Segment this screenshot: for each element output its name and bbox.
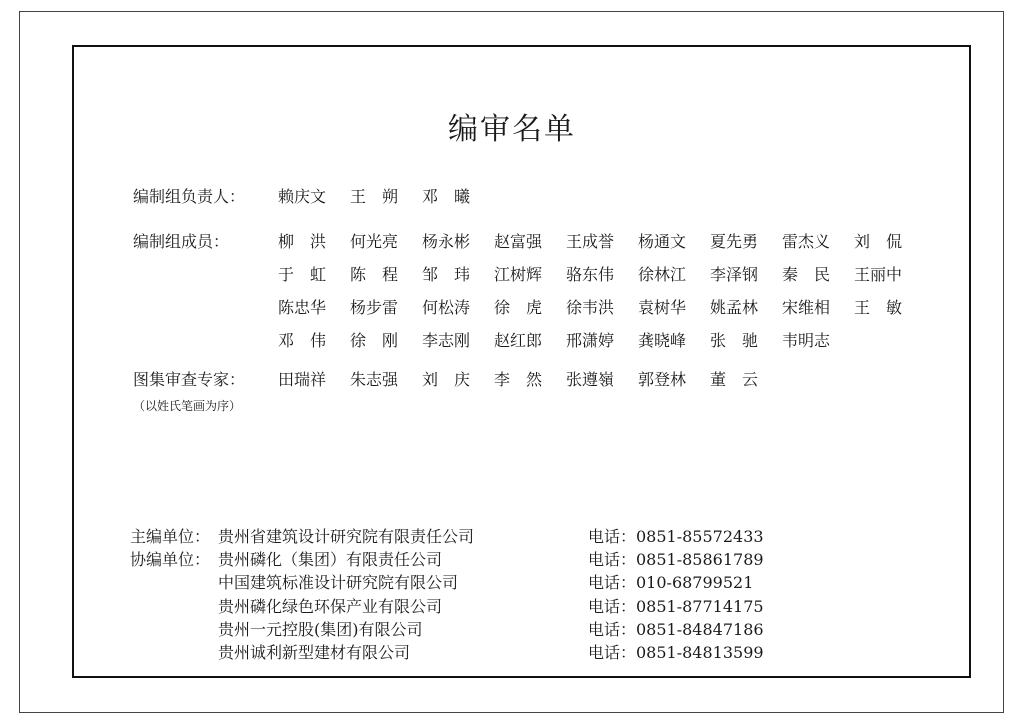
expert-name: 郭登林 <box>638 370 687 389</box>
leaders-list <box>278 184 926 217</box>
leader-name: 邓曦 <box>422 187 487 206</box>
co-unit-name: 中国建筑标准设计研究院有限公司 <box>218 573 459 592</box>
co-unit-phone: 电话：010-68799521 <box>588 573 754 592</box>
member-name: 徐刚 <box>350 331 415 350</box>
members-list <box>278 229 926 361</box>
member-name: 赵红郎 <box>494 331 543 350</box>
member-name: 宋维相 <box>782 298 831 317</box>
co-unit-phone: 电话：0851-87714175 <box>588 597 764 616</box>
expert-name: 刘庆 <box>422 370 487 389</box>
member-name: 邓伟 <box>278 331 343 350</box>
member-name: 秦民 <box>782 265 847 284</box>
members-label: 编制组成员： <box>133 232 230 251</box>
expert-name: 朱志强 <box>350 370 399 389</box>
member-name: 韦明志 <box>782 331 831 350</box>
member-name: 张驰 <box>710 331 775 350</box>
member-name: 王丽中 <box>854 265 903 284</box>
leaders-label: 编制组负责人： <box>133 187 246 206</box>
member-name: 邹玮 <box>422 265 487 284</box>
chief-unit-name: 贵州省建筑设计研究院有限责任公司 <box>218 527 475 546</box>
member-name: 赵富强 <box>494 232 543 251</box>
member-name: 杨步雷 <box>350 298 399 317</box>
expert-name: 田瑞祥 <box>278 370 327 389</box>
expert-name: 李然 <box>494 370 559 389</box>
member-name: 何松涛 <box>422 298 471 317</box>
member-name: 徐韦洪 <box>566 298 615 317</box>
co-unit-name: 贵州磷化绿色环保产业有限公司 <box>218 597 443 616</box>
experts-list <box>278 367 926 400</box>
member-name: 王敏 <box>854 298 919 317</box>
co-unit-label: 协编单位： <box>130 550 211 569</box>
member-name: 江树辉 <box>494 265 543 284</box>
member-name: 陈忠华 <box>278 298 327 317</box>
member-name: 何光亮 <box>350 232 399 251</box>
co-unit-name: 贵州一元控股(集团)有限公司 <box>218 620 423 639</box>
member-name: 夏先勇 <box>710 232 759 251</box>
member-name: 袁树华 <box>638 298 687 317</box>
member-name: 李志刚 <box>422 331 471 350</box>
member-name: 邢潇婷 <box>566 331 615 350</box>
member-name: 杨通文 <box>638 232 687 251</box>
page-title: 编审名单 <box>448 112 576 147</box>
member-name: 王成誉 <box>566 232 615 251</box>
leader-name: 赖庆文 <box>278 187 327 206</box>
chief-unit-label: 主编单位： <box>130 527 211 546</box>
expert-name: 董云 <box>710 370 775 389</box>
member-name: 刘侃 <box>854 232 919 251</box>
experts-label: 图集审查专家： <box>133 370 246 389</box>
chief-unit-phone: 电话：0851-85572433 <box>588 527 764 546</box>
co-unit-name: 贵州磷化（集团）有限责任公司 <box>218 550 443 569</box>
member-name: 徐虎 <box>494 298 559 317</box>
expert-name: 张遵嶺 <box>566 370 615 389</box>
leader-name: 王朔 <box>350 187 415 206</box>
co-unit-phone: 电话：0851-85861789 <box>588 550 764 569</box>
member-name: 李泽钢 <box>710 265 759 284</box>
member-name: 姚孟林 <box>710 298 759 317</box>
co-unit-phone: 电话：0851-84813599 <box>588 643 764 662</box>
member-name: 柳洪 <box>278 232 343 251</box>
member-name: 龚晓峰 <box>638 331 687 350</box>
member-name: 徐林江 <box>638 265 687 284</box>
member-name: 于虹 <box>278 265 343 284</box>
member-name: 骆东伟 <box>566 265 615 284</box>
member-name: 陈程 <box>350 265 415 284</box>
experts-note: （以姓氏笔画为序） <box>133 399 242 413</box>
member-name: 雷杰义 <box>782 232 831 251</box>
co-unit-name: 贵州诚利新型建材有限公司 <box>218 643 411 662</box>
member-name: 杨永彬 <box>422 232 471 251</box>
co-unit-phone: 电话：0851-84847186 <box>588 620 764 639</box>
